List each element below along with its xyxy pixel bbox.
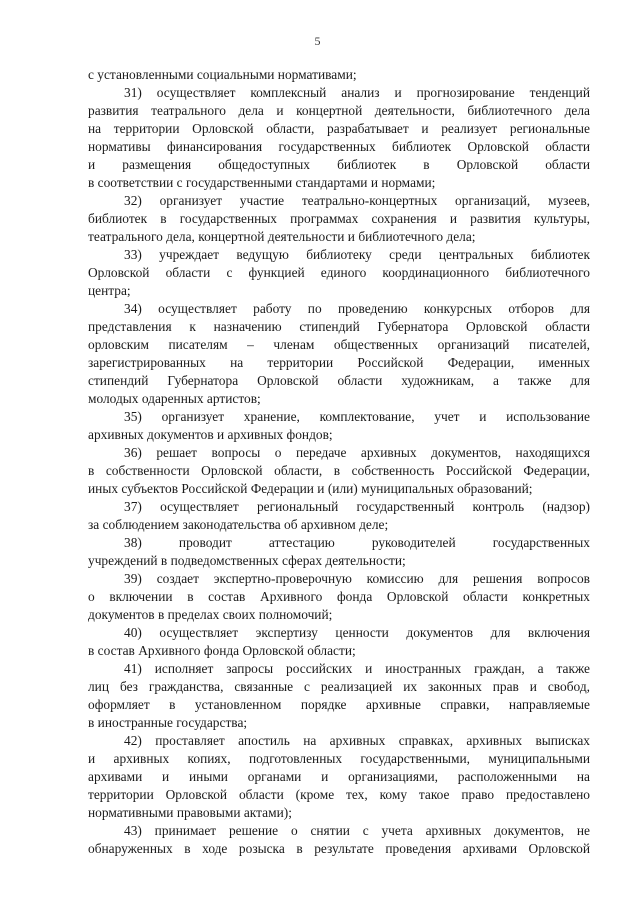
text-line: орловским писателям – членам общественных организаций писателей, — [88, 337, 590, 352]
text-line: 35) организует хранение, комплектование, учет и использование — [124, 409, 590, 424]
text-line: представления к назначению стипендий Губернатора Орловской области — [88, 319, 590, 334]
text-line: 32) организует участие театрально-концертных организаций, музеев, — [124, 193, 590, 208]
text-line: о включении в состав Архивного фонда Орловской области конкретных — [88, 589, 590, 604]
text-line: стипендий Губернатора Орловской области художникам, а также для — [88, 373, 590, 388]
text-line: документов в пределах своих полномочий; — [88, 607, 333, 622]
text-line: в соответствии с государственными стандартами и нормами; — [88, 175, 436, 190]
text-line: 31) осуществляет комплексный анализ и прогнозирование тенденций — [124, 85, 590, 100]
text-line: 41) исполняет запросы российских и иностранных граждан, а также — [124, 661, 590, 676]
text-line: архивных документов и архивных фондов; — [88, 427, 333, 442]
text-line: лиц без гражданства, связанные с реализацией их законных прав и свобод, — [88, 679, 590, 694]
text-line: зарегистрированных на территории Российской Федерации, именных — [88, 355, 590, 370]
text-line: библиотек в государственных программах сохранения и развития культуры, — [88, 211, 590, 226]
text-line: Орловской области с функцией единого координационного библиотечного — [88, 265, 590, 280]
text-line: нормативы финансирования государственных библиотек Орловской области — [88, 139, 590, 154]
text-line: за соблюдением законодательства об архивном деле; — [88, 517, 389, 532]
text-line: центра; — [88, 283, 131, 298]
text-line: развития театрального дела и концертной деятельности, библиотечного дела — [88, 103, 590, 118]
text-line: 39) создает экспертно-проверочную комиссию для решения вопросов — [124, 571, 590, 586]
text-line: оформляет в установленном порядке архивные справки, направляемые — [88, 697, 590, 712]
text-line: в иностранные государства; — [88, 715, 248, 730]
text-line: театрального дела, концертной деятельности и библиотечного дела; — [88, 229, 476, 244]
text-line: 43) принимает решение о снятии с учета архивных документов, не — [124, 823, 590, 838]
page-number: 5 — [314, 34, 321, 48]
text-line: с установленными социальными нормативами; — [88, 67, 357, 82]
text-line: в собственности Орловской области, в собственность Российской Федерации, — [88, 463, 590, 478]
text-line: молодых одаренных артистов; — [88, 391, 261, 406]
text-line: иных субъектов Российской Федерации и (или) муниципальных образований; — [88, 481, 533, 496]
text-line: 40) осуществляет экспертизу ценности документов для включения — [124, 625, 590, 640]
text-line: 34) осуществляет работу по проведению конкурсных отборов для — [124, 301, 590, 316]
text-line: архивами и иными органами и организациями, расположенными на — [88, 769, 590, 784]
text-line: в состав Архивного фонда Орловской области; — [88, 643, 356, 658]
text-line: 33) учреждает ведущую библиотеку среди центральных библиотек — [124, 247, 590, 262]
text-line: и размещения общедоступных библиотек в Орловской области — [88, 157, 590, 172]
text-line: 36) решает вопросы о передаче архивных документов, находящихся — [124, 445, 590, 460]
document-body — [88, 66, 590, 858]
text-line: территории Орловской области (кроме тех, кому такое право предоставлено — [88, 787, 590, 802]
text-line: на территории Орловской области, разрабатывает и реализует региональные — [88, 121, 590, 136]
text-line: 38) проводит аттестацию руководителей государственных — [124, 535, 590, 550]
text-line: 37) осуществляет региональный государственный контроль (надзор) — [124, 499, 590, 514]
text-line: 42) проставляет апостиль на архивных справках, архивных выписках — [124, 733, 590, 748]
text-line: нормативными правовыми актами); — [88, 805, 292, 820]
text-line: учреждений в подведомственных сферах деятельности; — [88, 553, 406, 568]
text-line: обнаруженных в ходе розыска в результате проведения архивами Орловской — [88, 841, 590, 856]
text-line: и архивных копиях, подготовленных государственными, муниципальными — [88, 751, 590, 766]
